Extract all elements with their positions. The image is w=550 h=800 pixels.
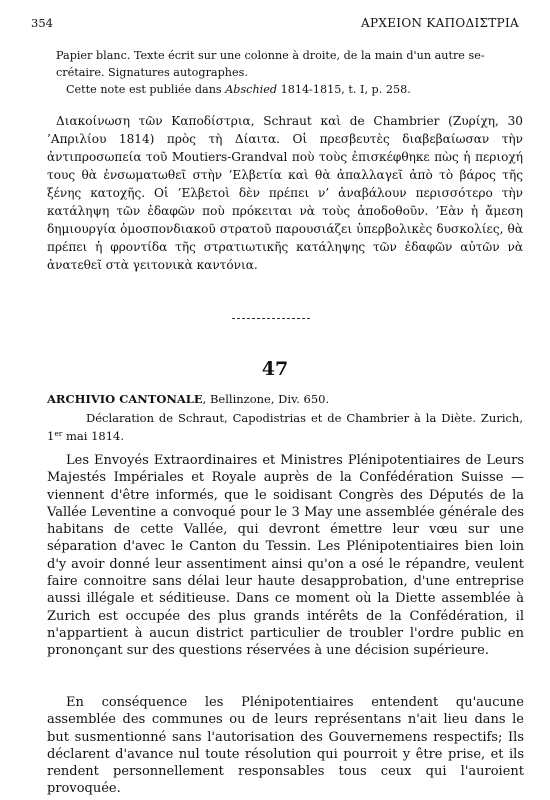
archive-name: ARCHIVIO CANTONALE [47,392,203,406]
note-line-3-prefix: Cette note est publiée dans [66,83,226,96]
note-line-3-suffix: 1814-1815, t. I, p. 258. [277,83,411,96]
declaration-date-end: mai 1814. [62,429,125,443]
page-number: 354 [31,16,53,30]
archive-location: , Bellinzone, Div. 650. [202,392,330,406]
note-line-3 [66,81,532,98]
section-separator [232,318,310,319]
note-publication-title: Abschied [225,83,278,96]
declaration-title: Déclaration de Schraut, Capodistrias et de Chambrier à la Diète. Zurich, 1 [47,411,523,443]
body-paragraph-1: Les Envoyés Extraordinaires et Ministres Plénipotentiaires de Leurs Majestés Impériales et Royale auprès de la Confédération Suisse — viennent d'être informés, que le soidisant Congrès des Députés de la Vallée Leventine a convoqué pour le 3 May une assemblée générale des habitans de cette Vallée, qui devront émettre leur vœu sur une séparation d'avec le Canton du Tessin. Les Plénipotentiaires bien loin d'y avoir donné leur assentiment ainsi qu'on a osé le répandre, veulent faire connoitre sans délai leur haute desapprobation, d'une entreprise aussi illégale et séditieuse. Dans ce moment où la Diette assemblée à Zurich est occupée des plus grands intérêts de la Confédération, il n'appartient à aucun district particulier de troubler l'ordre public en prononçant sur des questions réservées à une décision supérieure. [47,453,524,659]
body-paragraph-2: En conséquence les Plénipotentiaires entendent qu'aucune assemblée des communes ou de leurs représentans n'ait lieu dans le but susmentionné sans l'autorisation des Gouvernemens respectifs; Ils déclarent d'avance nul toute résolution qui pourroit y être prise, et ils rendent personnellement responsables tous ceux qui l'auroient provoquée. [47,695,524,797]
document-number: 47 [261,358,289,380]
declaration-heading [47,410,523,444]
greek-summary: Διακοίνωση τῶν Καποδίστρια, Schraut καὶ de Chambrier (Ζυρίχη, 30 ’Απριλίου 1814) πρὸς τὴ Δίαιτα. Οἱ πρεσβευτὲς διαβεβαίωσαν τὴν ἀντιπροσωπεία τοῦ Moutiers-Grandval ποὺ τοὺς ἐπισκέφθηκε πὼς ἡ περιοχή τους θὰ ἐνσωματωθεῖ στὴν ’Ελβετία καὶ θὰ ἀπαλλαγεῖ ἀπὸ τὸ βάρος τῆς ξένης κατοχῆς. Οἱ ’Ελβετοὶ δὲν πρέπει ν’ ἀναβάλουν περισσότερο τὴν κατάληψη τῶν ἐδαφῶν ποὺ πρόκειται νὰ τοὺς ἀποδοθοῦν. ’Εὰν ἡ ἄμεση δημιουργία ὁμοσπονδιακοῦ στρατοῦ παρουσιάζει ὑπερβολικὲς δυσκολίες, θὰ πρέπει ἡ φροντίδα τῆς στρατιωτικῆς κατάληψης τῶν ἐδαφῶν αὐτῶν νὰ ἀνατεθεῖ στὰ γειτονικὰ καντόνια. [47,114,523,272]
archive-reference [47,392,329,406]
declaration-date-superscript: er [54,429,63,438]
running-title: ΑΡΧΕΙΟΝ ΚΑΠΟΔΙΣΤΡΙΑ [361,16,519,30]
note-line-1: Papier blanc. Texte écrit sur une colonne à droite, de la main d'un autre se- [56,49,485,62]
note-line-2: crétaire. Signatures autographes. [56,66,248,79]
